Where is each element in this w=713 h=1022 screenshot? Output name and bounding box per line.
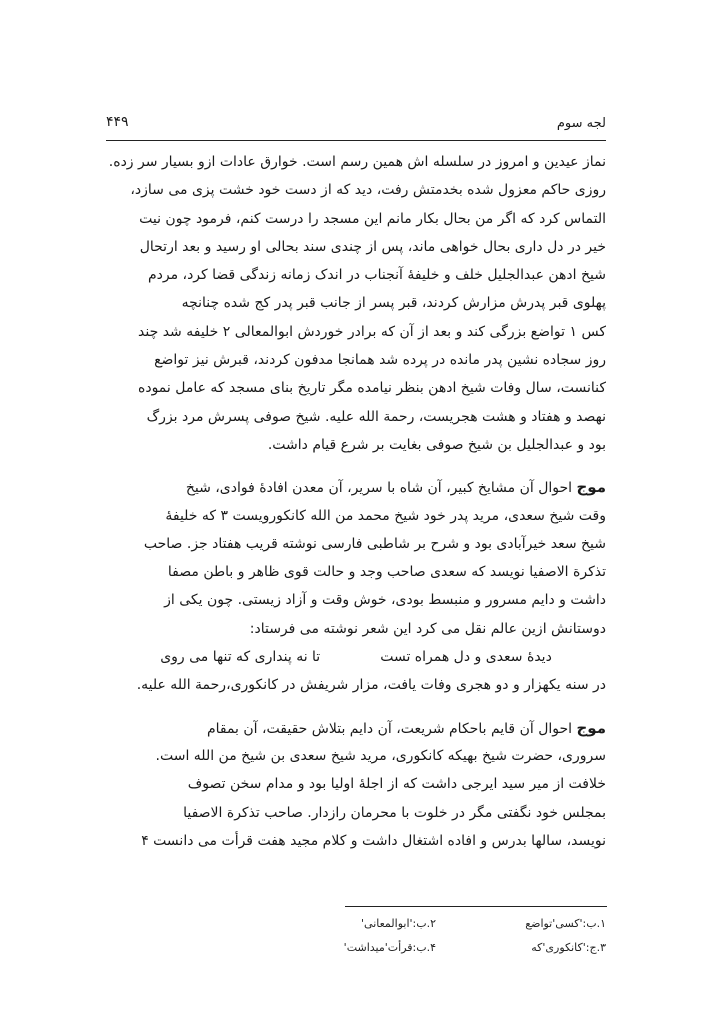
footnote-rule [345, 906, 607, 907]
text-line: روز سجاده نشین پدر مانده در پرده شد همانجا مدفون کردند، قبرش نیز تواضع [154, 352, 606, 369]
text-line: وقت شیخ سعدی، مرید پدر خود شیخ محمد من الله کانکورویست ۳ که خلیفۀ [165, 507, 606, 524]
footnote: ۲.ب:'ابوالمعانی' [361, 917, 436, 930]
paragraph-gap [106, 459, 606, 473]
page-number: ۴۴۹ [106, 114, 129, 130]
verse-hemistich-right: دیدۀ سعدی و دل همراه تست [380, 649, 552, 666]
text-line: روزی حاکم معزول شده بخدمتش رفت، دید که از دست خود خشت پزی می سازد، [130, 182, 606, 199]
header-rule [106, 140, 606, 141]
text-line: شیخ سعد خیرآبادی بود و شرح بر شاطبی فارسی نوشته قریب هفتاد جز. صاحب [143, 535, 606, 552]
text-line: تذکرة الاصفیا نویسد که سعدی صاحب وجد و حالت قوی ظاهر و باطن مصفا [167, 564, 606, 581]
text-line: سروری، حضرت شیخ بهیکه کانکوری، مرید شیخ سعدی بن شیخ من الله است. [155, 747, 606, 764]
section-heading: موج [576, 478, 606, 497]
page-header [106, 112, 606, 138]
footnote: ۴.ب:قرأت'میداشت' [343, 941, 436, 954]
text-line: نویسد، سالها بدرس و افاده اشتغال داشت و کلام مجید هفت قرأت می دانست ۴ [141, 832, 606, 849]
text-line: شیخ ادهن عبدالجلیل خلف و خلیفۀ آنجناب در اندک زمانه زندگی قضا کرد، مردم [147, 267, 606, 284]
text-line: خلافت از میر سید ایرجی داشت که از اجلۀ اولیا بود و مدام سخن تصوف [187, 776, 606, 793]
chapter-title: لجه سوم [556, 116, 606, 131]
verse-hemistich-left: تا نه پنداری که تنها می روی [160, 649, 321, 666]
footnote-row [106, 912, 606, 936]
footnote: ۱.ب:'کسی'تواضع [525, 917, 606, 930]
text-line: بمجلس خود نگفتی مگر در خلوت با محرمان رازدار. صاحب تذکرة الاصفیا [183, 804, 606, 821]
footnote: ۳.ج:'کانکوری'که [531, 941, 606, 954]
text-line: پهلوی قبر پدرش مزارش کردند، قبر پسر از جانب قبر پدر کج شده چنانچه [181, 295, 606, 312]
verse-couplet [106, 643, 606, 671]
text-line: دوستانش ازین عالم نقل می کرد این شعر نوشته می فرستاد: [249, 620, 606, 637]
section-first-line [106, 714, 606, 742]
text-line: در سنه یکهزار و دو هجری وفات یافت، مزار شریفش در کانکوری،رحمة الله علیه. [136, 677, 606, 694]
text-line: خیر در دل داری بحال خواهی ماند، پس از چندی سند بحالی او رسید و بعد ارتحال [139, 238, 606, 255]
text-line: بود و عبدالجلیل بن شیخ صوفی بغایت بر شرع قیام داشت. [267, 436, 606, 453]
text-line: داشت و دایم مسرور و منبسط بودی، خوش وقت و آزاد زیستی. چون یکی از [164, 592, 606, 609]
footnote-row [106, 936, 606, 960]
footnotes [106, 912, 606, 960]
text-line: کنانست، سال وفات شیخ ادهن بنظر نیامده مگر تاریخ بنای مسجد که عامل نموده [138, 380, 606, 397]
body-text [106, 148, 606, 855]
section-first-line [106, 473, 606, 501]
section-heading: موج [576, 718, 606, 737]
text-line: نهصد و هفتاد و هشت هجریست، رحمة الله علیه. شیخ صوفی پسرش مرد بزرگ [146, 408, 606, 425]
paragraph-gap [106, 700, 606, 714]
text-span: احوال آن مشایخ کبیر، آن شاه با سریر، آن معدن افادۀ فوادی، شیخ [185, 480, 573, 497]
text-span: احوال آن قایم باحکام شریعت، آن دایم بتلاش حقیقت، آن بمقام [206, 720, 573, 737]
text-line: نماز عیدین و امروز در سلسله اش همین رسم است. خوارق عادات ازو بسیار سر زده. [108, 154, 606, 170]
text-line: کس ۱ تواضع بزرگی کند و بعد از آن که برادر خوردش ابوالمعالی ۲ خلیفه شد چند [138, 323, 606, 340]
text-line: التماس کرد که اگر من بحال بکار مانم این مسجد را درست کنم، فرمود چون نیت [139, 210, 606, 227]
